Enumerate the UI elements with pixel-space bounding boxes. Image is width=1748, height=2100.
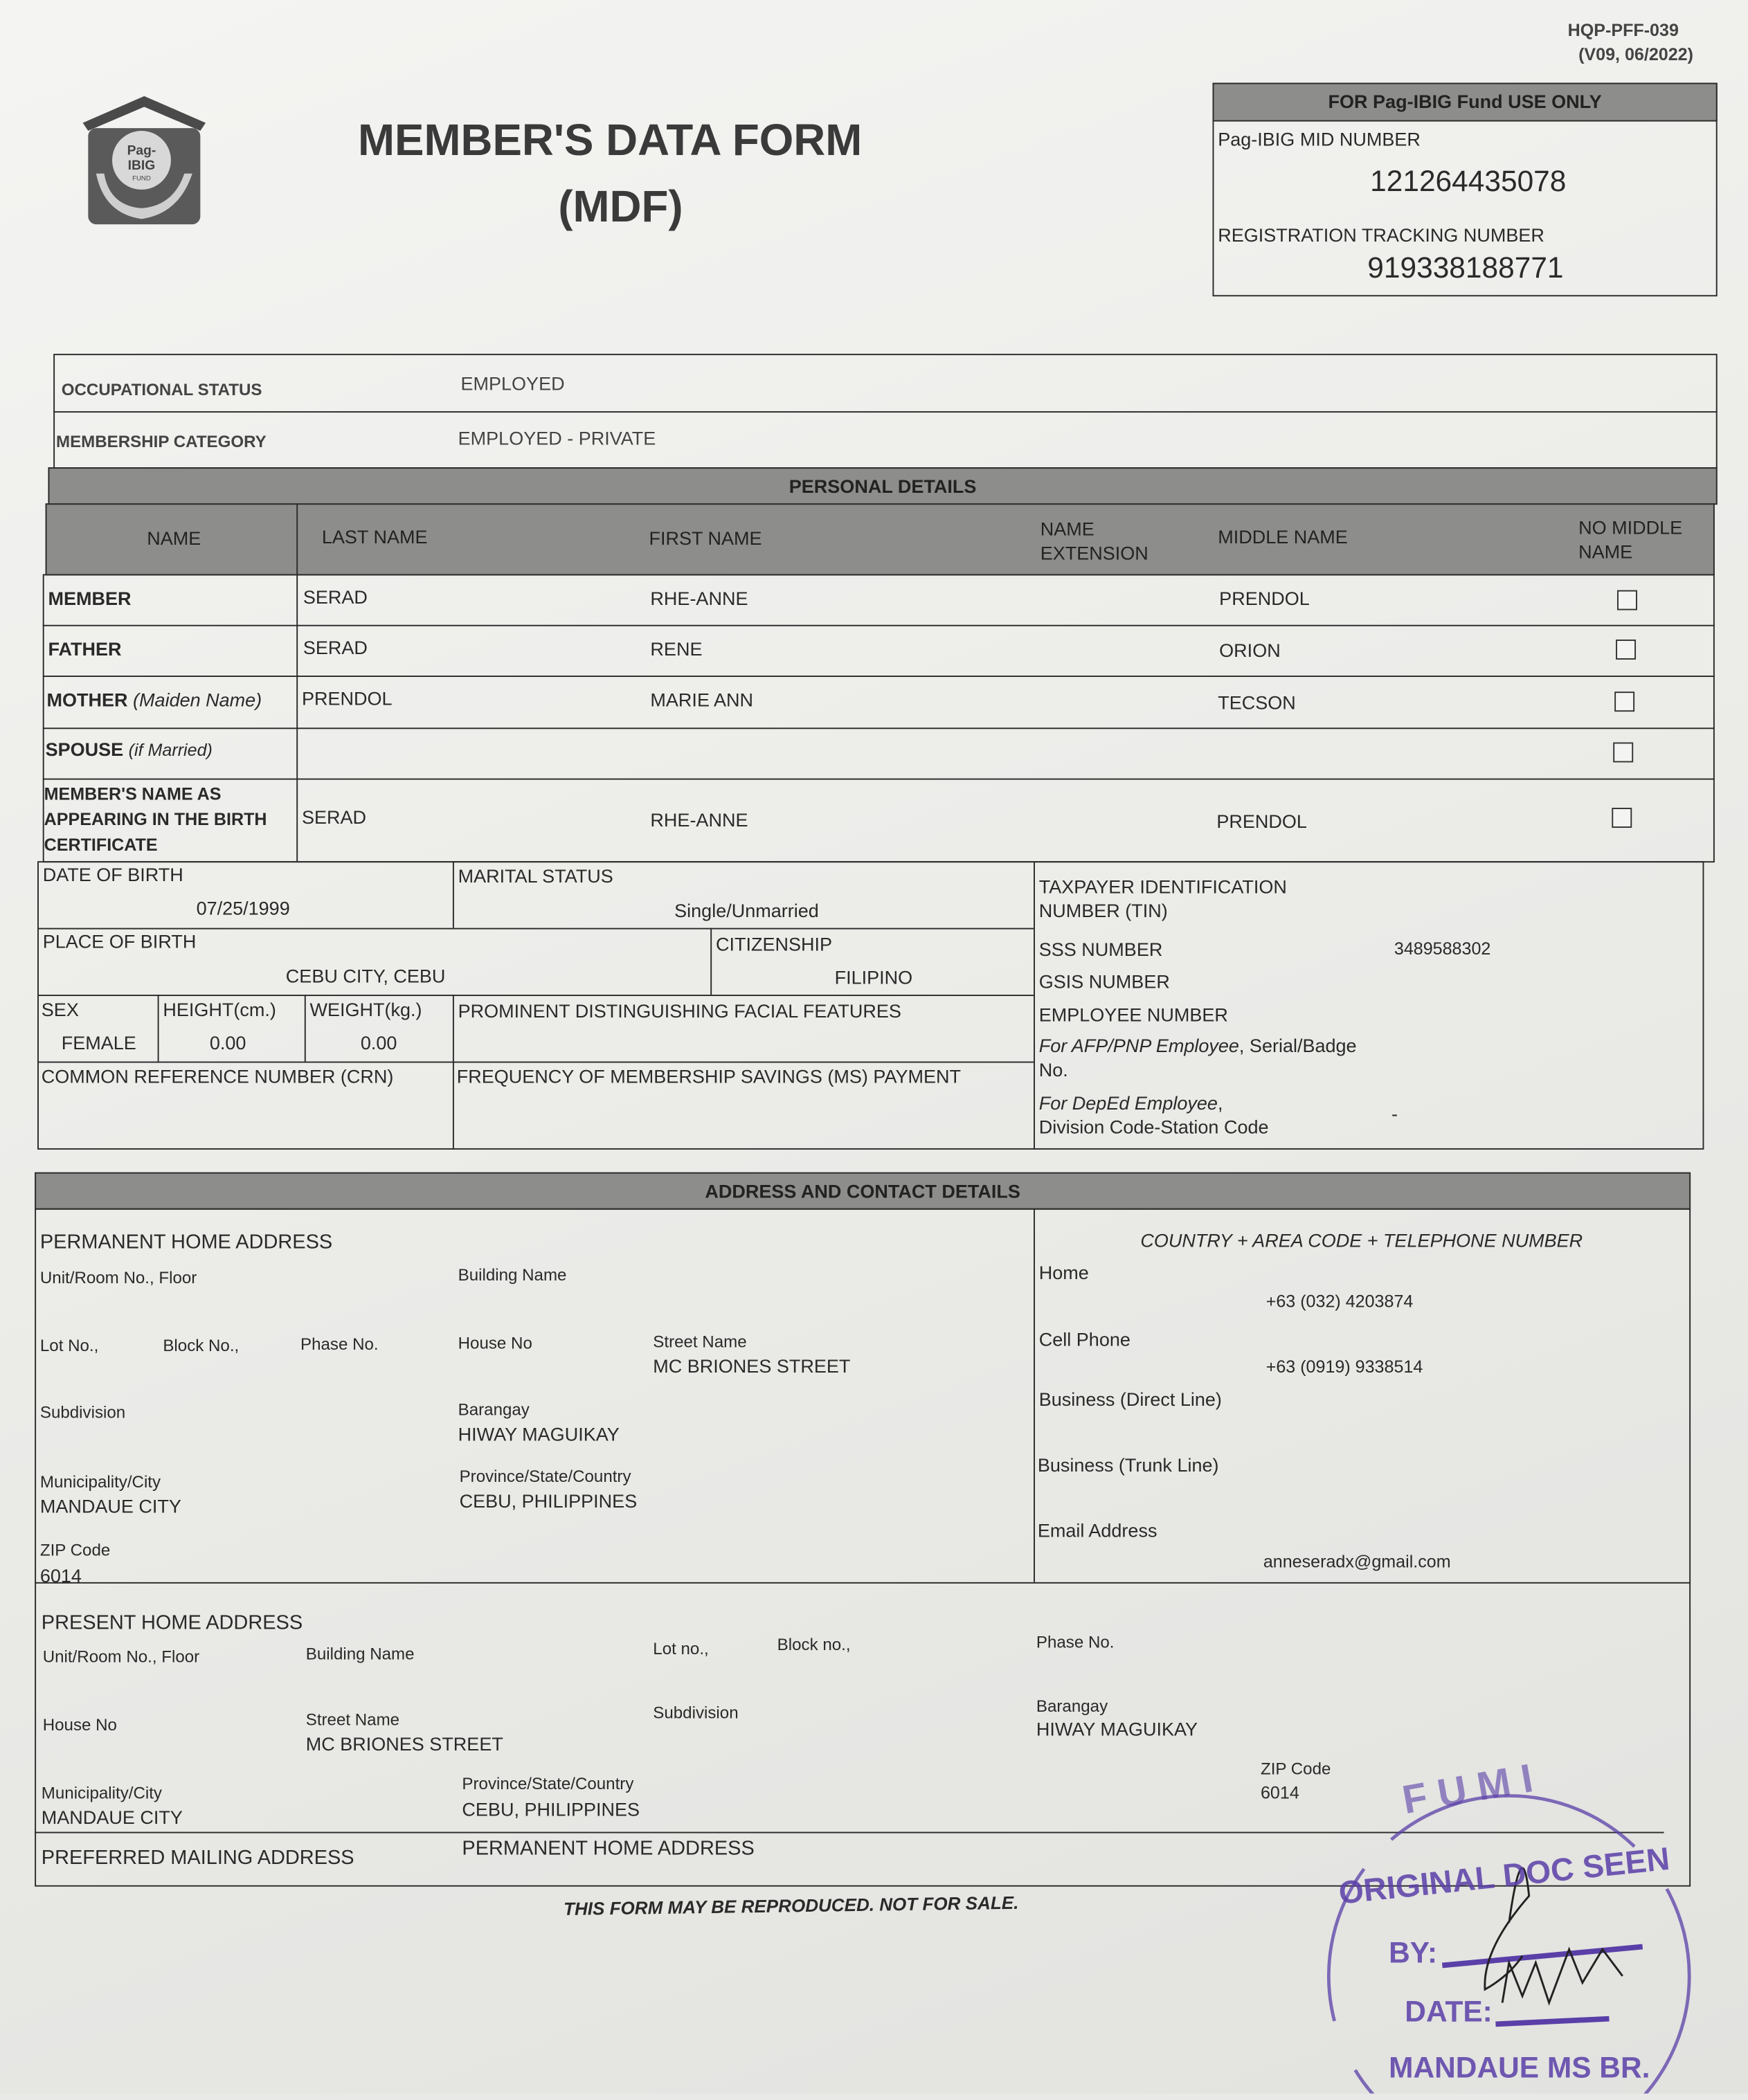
col-no-middle-name: NO MIDDLE NAME (1578, 516, 1683, 563)
row-mother-label: MOTHER (46, 689, 128, 711)
membership-category-value: EMPLOYED - PRIVATE (458, 427, 656, 449)
citizenship-value: FILIPINO (834, 966, 913, 988)
mailing-address-value: PERMANENT HOME ADDRESS (462, 1837, 755, 1861)
row-birth-certificate-label: MEMBER'S NAME AS APPEARING IN THE BIRTH CERTIFICATE (44, 784, 267, 855)
bc-no-middle-name-checkbox[interactable] (1612, 808, 1632, 828)
pres-house-label: House No (42, 1715, 117, 1735)
membership-category-label: MEMBERSHIP CATEGORY (56, 432, 267, 452)
sss-label: SSS NUMBER (1038, 939, 1163, 960)
pres-lot-label: Lot no., (653, 1639, 709, 1658)
cell-phone-value: +63 (0919) 9338514 (1265, 1356, 1423, 1377)
address-contact-header: ADDRESS AND CONTACT DETAILS (35, 1173, 1691, 1210)
svg-text:FUND: FUND (132, 174, 151, 183)
perm-province-value: CEBU, PHILIPPINES (459, 1490, 638, 1512)
deped-label: For DepEd Employee (1038, 1092, 1218, 1114)
marital-status-label: MARITAL STATUS (458, 865, 613, 887)
pres-unit-label: Unit/Room No., Floor (42, 1647, 200, 1667)
deped-code-label: Division Code-Station Code (1038, 1116, 1269, 1138)
father-first-name: RENE (650, 638, 703, 660)
perm-subdivision-label: Subdivision (39, 1403, 126, 1422)
mother-last-name: PRENDOL (301, 687, 393, 709)
mid-number-label: Pag-IBIG MID NUMBER (1218, 128, 1421, 150)
mailing-address-label: PREFERRED MAILING ADDRESS (41, 1846, 354, 1870)
afp-pnp-label: For AFP/PNP Employee (1038, 1034, 1239, 1056)
weight-label: WEIGHT(kg.) (309, 998, 422, 1020)
present-address-title: PRESENT HOME ADDRESS (41, 1611, 303, 1635)
contact-header: COUNTRY + AREA CODE + TELEPHONE NUMBER (1140, 1229, 1583, 1251)
sss-value: 3489588302 (1394, 939, 1491, 959)
stamp-ring-text: MANDAUE MS BR. (1389, 2050, 1650, 2085)
ms-frequency-label: FREQUENCY OF MEMBERSHIP SAVINGS (MS) PAYMENT (456, 1065, 961, 1087)
citizenship-label: CITIZENSHIP (715, 933, 833, 955)
stamp-date-label: DATE: (1405, 1994, 1493, 2029)
row-mother-note: (Maiden Name) (133, 689, 262, 711)
perm-unit-label: Unit/Room No., Floor (39, 1268, 197, 1287)
email-label: Email Address (1037, 1519, 1157, 1541)
stamp-top-text: ORIGINAL DOC SEEN (1337, 1841, 1672, 1912)
svg-text:IBIG: IBIG (127, 158, 156, 173)
email-value: anneseradx@gmail.com (1263, 1551, 1451, 1572)
perm-zip-value: 6014 (39, 1564, 82, 1586)
deped-label-suffix: , (1217, 1092, 1223, 1114)
mother-first-name: MARIE ANN (650, 689, 753, 711)
bc-last-name: SERAD (301, 806, 366, 828)
pres-street-value: MC BRIONES STREET (305, 1732, 503, 1755)
father-last-name: SERAD (303, 637, 368, 658)
form-title: MEMBER'S DATA FORM (357, 114, 863, 165)
perm-zip-label: ZIP Code (39, 1541, 111, 1560)
rtn-label: REGISTRATION TRACKING NUMBER (1218, 224, 1544, 246)
col-last-name: LAST NAME (321, 526, 428, 547)
member-no-middle-name-checkbox[interactable] (1617, 590, 1637, 610)
marital-status-value: Single/Unmarried (674, 900, 819, 922)
pres-building-label: Building Name (305, 1645, 415, 1664)
fund-use-header: FOR Pag-IBIG Fund USE ONLY (1213, 83, 1718, 122)
pres-barangay-label: Barangay (1036, 1696, 1108, 1716)
pres-block-label: Block no., (777, 1636, 851, 1655)
tin-label: TAXPAYER IDENTIFICATION NUMBER (TIN) (1038, 876, 1287, 922)
col-middle-name: MIDDLE NAME (1218, 526, 1348, 547)
form-code: HQP-PFF-039 (1567, 19, 1679, 40)
form-version: (V09, 06/2022) (1578, 44, 1694, 64)
form-subtitle: (MDF) (558, 181, 683, 231)
mother-middle-name: TECSON (1218, 691, 1296, 714)
perm-city-label: Municipality/City (39, 1472, 161, 1492)
employee-number-label: EMPLOYEE NUMBER (1038, 1004, 1228, 1026)
pres-zip-value: 6014 (1260, 1782, 1299, 1803)
row-member-label: MEMBER (48, 587, 132, 609)
rtn-value: 919338188771 (1367, 251, 1564, 284)
height-value: 0.00 (209, 1032, 246, 1053)
dob-value: 07/25/1999 (196, 897, 290, 919)
member-middle-name: PRENDOL (1219, 587, 1310, 609)
mother-no-middle-name-checkbox[interactable] (1614, 691, 1634, 712)
afp-pnp-suffix: , Serial/Badge No. (1038, 1034, 1357, 1080)
pres-city-label: Municipality/City (41, 1784, 163, 1803)
perm-city-value: MANDAUE CITY (39, 1495, 181, 1517)
business-direct-label: Business (Direct Line) (1038, 1388, 1222, 1411)
row-spouse-label: SPOUSE (45, 738, 124, 760)
occupational-status-label: OCCUPATIONAL STATUS (61, 380, 262, 399)
mid-number-value: 121264435078 (1370, 164, 1567, 198)
cell-phone-label: Cell Phone (1038, 1328, 1130, 1350)
pres-city-value: MANDAUE CITY (41, 1806, 183, 1828)
permanent-address-title: PERMANENT HOME ADDRESS (39, 1231, 333, 1254)
perm-province-label: Province/State/Country (459, 1467, 631, 1486)
row-father-label: FATHER (48, 638, 122, 660)
perm-block-label: Block No., (163, 1336, 240, 1355)
svg-text:Pag-: Pag- (127, 143, 156, 159)
perm-street-value: MC BRIONES STREET (653, 1355, 851, 1377)
col-name: NAME (147, 527, 201, 549)
perm-barangay-value: HIWAY MAGUIKAY (458, 1423, 620, 1445)
business-trunk-label: Business (Trunk Line) (1037, 1454, 1219, 1476)
home-phone-label: Home (1038, 1261, 1089, 1283)
home-phone-value: +63 (032) 4203874 (1265, 1291, 1414, 1312)
pres-barangay-value: HIWAY MAGUIKAY (1036, 1718, 1198, 1740)
dob-label: DATE OF BIRTH (42, 864, 183, 885)
crn-label: COMMON REFERENCE NUMBER (CRN) (41, 1065, 394, 1087)
personal-details-header: PERSONAL DETAILS (48, 467, 1717, 505)
facial-features-label: PROMINENT DISTINGUISHING FACIAL FEATURES (458, 999, 901, 1022)
pres-province-value: CEBU, PHILIPPINES (462, 1798, 640, 1820)
pob-label: PLACE OF BIRTH (42, 930, 197, 952)
col-name-extension: NAME EXTENSION (1040, 518, 1148, 564)
perm-barangay-label: Barangay (458, 1400, 530, 1420)
pres-phase-label: Phase No. (1036, 1633, 1115, 1652)
col-first-name: FIRST NAME (649, 527, 762, 549)
perm-phase-label: Phase No. (300, 1335, 379, 1355)
pres-subdivision-label: Subdivision (653, 1703, 739, 1723)
pres-province-label: Province/State/Country (462, 1774, 634, 1793)
perm-building-label: Building Name (458, 1265, 567, 1285)
stamp-by-label: BY: (1389, 1936, 1438, 1970)
member-last-name: SERAD (303, 586, 368, 608)
weight-value: 0.00 (360, 1032, 397, 1053)
bc-middle-name: PRENDOL (1216, 810, 1307, 832)
bc-first-name: RHE-ANNE (650, 808, 748, 831)
row-spouse-note: (if Married) (128, 739, 213, 760)
gsis-label: GSIS NUMBER (1038, 970, 1170, 993)
sex-value: FEMALE (61, 1032, 136, 1053)
original-doc-seen-stamp (1322, 1749, 1709, 2094)
pres-zip-label: ZIP Code (1260, 1759, 1331, 1779)
pob-value: CEBU CITY, CEBU (285, 965, 446, 987)
pag-ibig-logo (78, 93, 211, 227)
spouse-no-middle-name-checkbox[interactable] (1613, 743, 1633, 763)
perm-house-label: House No (458, 1334, 532, 1353)
pres-street-label: Street Name (305, 1710, 400, 1730)
father-middle-name: ORION (1219, 639, 1281, 661)
father-no-middle-name-checkbox[interactable] (1616, 640, 1636, 660)
member-first-name: RHE-ANNE (650, 587, 748, 609)
footer-note: THIS FORM MAY BE REPRODUCED. NOT FOR SALE. (563, 1892, 1019, 1919)
perm-lot-label: Lot No., (39, 1336, 99, 1355)
height-label: HEIGHT(cm.) (163, 998, 276, 1020)
sex-label: SEX (41, 998, 79, 1020)
stamp-upper-text: F U M I (1399, 1757, 1537, 1823)
occupational-status-value: EMPLOYED (460, 372, 565, 395)
perm-street-label: Street Name (653, 1332, 747, 1352)
deped-code-value: - (1391, 1103, 1398, 1125)
